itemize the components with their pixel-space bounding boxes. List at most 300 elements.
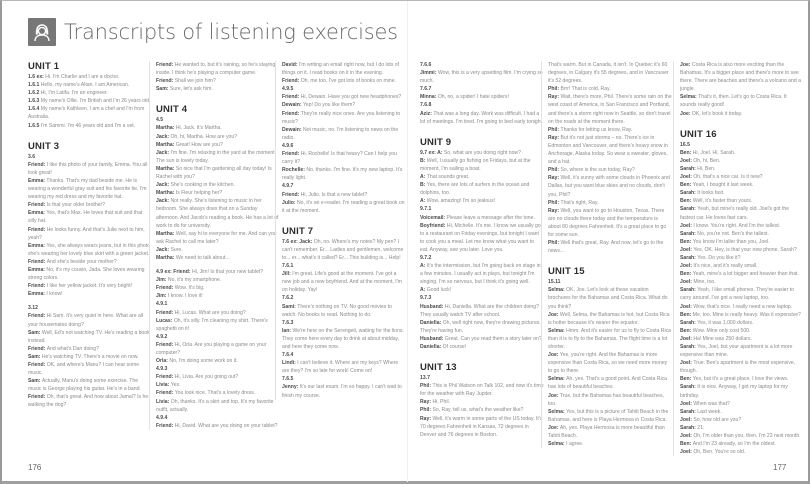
exercise-number: 7.6.6 (420, 62, 432, 68)
speaker-label: Joel: (680, 449, 694, 456)
speaker-label: Martha: (156, 125, 176, 132)
transcript-line (680, 343, 804, 359)
speaker-label: Emma: (28, 242, 47, 249)
transcript-column-5 (541, 61, 672, 448)
speaker-label: Friend: (28, 394, 47, 401)
transcript-line (548, 239, 672, 255)
dialogue-text: Yes, but this is a picture of Tahiti Beach in the Bahamas, and here is Playa Hermosa in Costa Rica. (548, 408, 669, 423)
transcript-line (282, 150, 406, 166)
dialogue-text: Well, it's sunny with some clouds in Phoenix and Dallas, but you want blue skies and no clouds, don't you, Phil? (548, 175, 670, 198)
dialogue-text: I like her yellow jacket. It's very bright! (46, 283, 133, 290)
exercise-number: 7.6.4 (282, 352, 294, 359)
transcript-line (156, 197, 280, 229)
speaker-label: Joe: (548, 392, 560, 399)
dialogue-text: I agree. (566, 441, 584, 448)
dialogue-text: That sounds great. (426, 174, 470, 181)
transcript-line (548, 392, 672, 408)
dialogue-text: My name's Kathleen. I am a chef and I'm from Australia. (28, 106, 145, 121)
speaker-label: Rochelle: (282, 167, 307, 174)
speaker-label: A: (420, 198, 427, 205)
speaker-label: Joel: (680, 433, 694, 440)
dialogue-text: Thanks for letting us know, Ray. (560, 126, 633, 133)
speaker-label: Selma: (548, 327, 567, 334)
dialogue-text: Not music, no. I'm listening to news on the radio. (282, 126, 399, 141)
dialogue-text: Yes, you're right. And the Bahamas is more expensive than Costa Rica, so we need more money to go to there. (548, 352, 668, 375)
speaker-label: Sarah: (680, 190, 698, 197)
transcript-line (548, 166, 672, 174)
speaker-label: Joel: (680, 400, 694, 407)
dialogue-text: And I'm 23 already, so I'm the oldest. (692, 441, 776, 448)
dialogue-text: Hi, Orla. Are you playing a game on your computer? (156, 341, 267, 356)
speaker-label: Jenny: (282, 384, 300, 391)
dialogue-text: Oh, that's a nice car. Is it new? (693, 174, 763, 181)
dialogue-text: Ah, yes. That's a good point. And Costa Rica has lots of beautiful beaches. (548, 376, 667, 391)
transcript-line (28, 209, 152, 225)
dialogue-text: You know I'm taller than you, Joel. (692, 238, 770, 245)
exercise-number: 4.9.1 (156, 301, 168, 308)
transcript-line (548, 199, 672, 207)
dialogue-text: Of course! (442, 344, 467, 350)
speaker-label: Emma: (28, 291, 47, 298)
exercise-number: 4.9.6 (282, 142, 294, 149)
transcript-line (156, 77, 280, 85)
transcript-line (420, 415, 544, 439)
unit-heading: UNIT 4 (156, 104, 188, 116)
transcript-line (680, 359, 804, 375)
transcript-line (680, 205, 804, 221)
dialogue-text: No, thanks. I'm fine. It's my new laptop. It's really light. (282, 167, 403, 182)
speaker-label: Friend: (156, 422, 175, 429)
dialogue-text: Hmm. And it's easier for us to fly to Costa Rica than it is to fly to the Bahamas. The flight time is a lot shorter. (548, 327, 671, 350)
transcript-line (282, 61, 406, 77)
dialogue-text: Yes, there are lots of surfers in the ocean and dolphins, too. (420, 182, 530, 197)
transcript-line (680, 222, 804, 230)
dialogue-text: Hi, Daniella. What are the children doing? They usually watch TV after school. (420, 303, 539, 318)
unit-heading: UNIT 1 (28, 61, 60, 72)
speaker-label: Boyfriend: (420, 222, 447, 229)
transcript-line (156, 141, 280, 149)
dialogue-text: Yeah, but mine's really old. Joel's got the fastest car. He loves fast cars. (680, 206, 790, 221)
dialogue-text: Yeah, I like small phones. They're easier to carry around. I've got a new laptop, too. (680, 287, 794, 302)
transcript-column-1 (28, 61, 152, 410)
speaker-label: Joel: (680, 335, 694, 342)
dialogue-text: Hi, Phil. (432, 399, 451, 406)
dialogue-text: Great! How are you? (175, 141, 223, 148)
transcript-line (156, 85, 280, 93)
dialogue-text: No, it's my smartphone. (167, 277, 222, 284)
speaker-label: Sarah: (680, 319, 698, 326)
speaker-label: Ben: (680, 182, 693, 189)
dialogue-text: Hello, my name's Altan. I am American. (40, 82, 130, 89)
transcript-line (156, 389, 280, 397)
dialogue-text: Well, Ed's not watching TV. He's reading a book instead. (28, 329, 150, 344)
dialogue-text: Oh, thanks. It's a skirt and top. It's my favorite outfit, actually. (156, 398, 274, 413)
dialogue-text: Oh, that's great. And how about Jamal? Is he walking the dog? (28, 394, 149, 409)
transcript-line (680, 319, 804, 327)
speaker-label: Selma: (680, 94, 699, 101)
dialogue-text: We're here on the Serengeti, waiting for the lions. They come here every day to drink at about midday, and here they come now. (282, 327, 404, 350)
speaker-label: Ray: (548, 175, 561, 182)
dialogue-text: Brrr! That is cold, Ray. (560, 86, 611, 93)
transcript-line (680, 238, 804, 246)
dialogue-text: So, Ray, tell us, what's the weather like? (432, 407, 524, 414)
dialogue-text: No, you're not. Ben's the tallest. (697, 230, 769, 237)
dialogue-text: Oh, Ben. You're so old. (693, 449, 746, 456)
dialogue-text: Wait, there's more, Phil. There's some rain on the west coast of America, in San Francisco and Portland, and there's a storm right now in Seattle, so don't travel on the roads at the moment there. (548, 94, 672, 125)
speaker-label: Emma: (28, 266, 47, 273)
speaker-label: Sami: (282, 303, 298, 310)
exercise-number: 1.6.1 (28, 82, 41, 89)
speaker-label: Jack: (156, 246, 171, 253)
dialogue-text: So nice that I'm gardening all day today! Is Rachel with you? (156, 165, 272, 181)
dialogue-text: I know. You're right. And I'm the tallest. (693, 222, 781, 229)
transcript-line (680, 327, 804, 335)
speaker-label: Dewain: (282, 126, 303, 133)
transcript-line (282, 270, 406, 294)
transcript-line (28, 161, 152, 177)
transcript-line (548, 61, 672, 85)
speaker-label: Friend: (28, 202, 47, 209)
exercise-number: 15.11 (548, 279, 561, 286)
dialogue-text: We need to talk about... (175, 254, 230, 261)
dialogue-text: I like this photo of your family, Emma. You all look great! (28, 161, 148, 176)
dialogue-text: That was a long day. Work was difficult. I had a lot of meetings. I'm tired. I'm going to bed early tonight. (420, 110, 544, 125)
speaker-label: Joel: (680, 246, 694, 253)
transcript-line (680, 157, 804, 165)
unit-heading: UNIT 3 (28, 140, 60, 152)
speaker-label: Jack: (156, 198, 171, 205)
exercise-number: 4.5 (156, 117, 164, 124)
dialogue-text: When was that? (693, 400, 730, 407)
transcript-line (420, 197, 544, 205)
speaker-label: Joe: (548, 352, 560, 359)
dialogue-text: It is nice. Anyway, I got my laptop for my birthday. (680, 384, 788, 399)
speaker-label: Ray: (548, 134, 561, 141)
dialogue-text: Yes, it was 1,000 dollars. (697, 319, 754, 326)
dialogue-text: Sure. (170, 246, 183, 253)
dialogue-text: Hi, Joel. Hi, Sarah. (692, 149, 736, 156)
transcript-line (548, 207, 672, 239)
exercise-number: 3.12 (28, 305, 38, 312)
transcript-line (548, 375, 672, 391)
dialogue-text: Hi, Jack. It's Martha. (175, 125, 222, 132)
speaker-label: Sarah: (680, 254, 698, 261)
dialogue-text: Yeah, I bought it last week. (692, 182, 754, 189)
transcript-line (420, 149, 544, 157)
speaker-label: Joe: (548, 311, 560, 318)
dialogue-text: OK, Joe. Let's look at these vacation brochures for the Bahamas and Costa Rica. What do you think? (548, 287, 668, 310)
dialogue-text: Hi, Michelle. It's me. I know we usually go to a restaurant on Friday evenings, but tonight I want to cook you a meal. Let me know what you want to eat. Anyway, see you later. Love you. (420, 222, 541, 253)
transcript-line (156, 268, 280, 276)
dialogue-text: Mine, too. (693, 279, 716, 286)
transcript-line (420, 262, 544, 286)
transcript-line (680, 440, 804, 448)
page-title: Transcripts of listening exercises (64, 20, 398, 44)
speaker-label: Joel: (680, 279, 694, 286)
transcript-line (282, 126, 406, 142)
speaker-label: Julio: (282, 199, 297, 206)
speaker-label: Martha: (156, 141, 176, 148)
transcript-line (156, 61, 280, 77)
dialogue-text: Hi, Rochelle! Is that heavy? Can I help you carry it? (282, 151, 397, 166)
transcript-line (548, 85, 672, 93)
dialogue-text: Oh, hi, Ben. (693, 157, 721, 164)
speaker-label: Friend: (156, 341, 175, 348)
exercise-number: 4.9.2 (156, 333, 168, 340)
dialogue-text: Hi, I'm Latifa. I'm an engineer. (40, 90, 108, 97)
dialogue-text: You look nice. That's a lovely dress. (174, 390, 256, 397)
transcript-line (680, 335, 804, 343)
dialogue-text: It looks fast. (697, 190, 725, 197)
exercise-number: 1.6 ex: (28, 74, 46, 80)
dialogue-text: So, what are you doing right now? (443, 149, 521, 156)
speaker-label: Friend: (173, 269, 192, 276)
transcript-line (680, 416, 804, 424)
transcript-line (420, 69, 544, 85)
transcript-line (680, 197, 804, 205)
speaker-label: Ray: (420, 415, 433, 422)
speaker-label: Sarah: (680, 287, 698, 294)
dialogue-text: No, it's an e-reader. I'm reading a great book on it at the moment. (282, 199, 405, 214)
transcript-line (420, 286, 544, 294)
speaker-label: Friend: (282, 151, 301, 158)
transcript-line (28, 177, 152, 201)
transcript-line (680, 246, 804, 254)
transcript-line (156, 357, 280, 365)
transcript-line (420, 181, 544, 197)
dialogue-text: Wow, this is a very upsetting film. I'm crying so much. (420, 70, 543, 85)
exercise-number: 1.6.3 (28, 98, 41, 105)
dialogue-text: Actually, Manu's doing some exercise. The music is George playing his guitar. He's in a band. (28, 378, 141, 393)
transcript-line (420, 406, 544, 414)
dialogue-text: No, I'm doing some work on it. (169, 358, 238, 365)
dialogue-text: It's our last exam. I'm so happy. I can't wait to finish my course. (282, 384, 402, 399)
speaker-label: Joel: (680, 222, 694, 229)
dialogue-text: It's nice, and it's really small. (693, 263, 758, 270)
transcript-line (156, 422, 280, 430)
speaker-label: Phil: (548, 86, 561, 93)
transcript-line (680, 270, 804, 278)
transcript-column-4 (420, 61, 544, 439)
dialogue-text: Yes. Do you like it? (697, 254, 741, 261)
page-header (28, 17, 398, 47)
dialogue-text: Oh, well right now, they're drawing pictures. They're having fun. (420, 319, 541, 334)
dialogue-text: Yes, but it's a great place. I love the views. (692, 376, 789, 383)
speaker-label: Daniella: (420, 344, 443, 350)
transcript-line (680, 408, 804, 416)
dialogue-text: Hi, Ben. (697, 165, 716, 172)
transcript-line (282, 383, 406, 399)
speaker-label: Friend: (156, 62, 175, 68)
transcript-line (28, 361, 152, 377)
speaker-label: Sam: (28, 378, 42, 385)
speaker-label: Jim: (156, 277, 168, 284)
speaker-label: Voicemail: (420, 214, 447, 221)
speaker-label: Selma: (548, 408, 567, 415)
dialogue-text: He's watching TV. There's a movie on now. (41, 353, 139, 360)
dialogue-text: Please leave a message after the tone. (446, 214, 535, 221)
dialogue-text: Yep! Do you like them? (302, 102, 356, 109)
exercise-number: 16.5 (680, 141, 690, 148)
dialogue-text: Hi, Julio. Is that a new tablet? (300, 191, 368, 198)
speaker-label: Joel: (680, 303, 694, 310)
speaker-label: Ray: (548, 94, 561, 101)
transcript-column-3 (275, 61, 406, 400)
dialogue-text: He wanted to, but it's raining, so he's staying inside. I think he's playing a computer game. (156, 62, 276, 77)
transcript-line (156, 341, 280, 357)
speaker-label: Martha: (156, 190, 176, 197)
transcript-line (28, 282, 152, 290)
dialogue-text: Great. Can you read them a story later on? (444, 335, 542, 342)
transcript-line (420, 110, 544, 126)
speaker-label: Joel: (680, 263, 694, 270)
transcript-line (680, 93, 804, 109)
dialogue-text: Oh, it's silly. I'm cleaning my shirt. There's spaghetti on it! (156, 317, 268, 332)
dialogue-text: Hi, Lucas. What are you doing? (174, 309, 246, 316)
speaker-label: Sarah: (680, 424, 698, 431)
speaker-label: Phil: (548, 126, 561, 133)
transcript-line (282, 327, 406, 351)
transcript-line (282, 93, 406, 101)
dialogue-text: That's right, Ray. (560, 199, 599, 206)
transcript-line (420, 157, 544, 173)
dialogue-text: Thanks. That's my dad beside me. He is wearing a wonderful gray suit and his favorite tie. I'm wearing my red dress and my favorite hat. (28, 177, 147, 201)
speaker-label: Emma: (28, 177, 47, 184)
speaker-label: Jack: (156, 149, 171, 156)
dialogue-text: Hi. I'm Charlie and I am a doctor. (45, 74, 120, 80)
transcript-line (28, 329, 152, 345)
person-headphones-icon (28, 18, 56, 46)
transcript-line (420, 382, 544, 398)
dialogue-text: That's warm. But in Canada, it isn't. In Quebec it's 60 degrees, in Calgary it's 55 degrees, and in Vancouver it's 52 degrees. (548, 62, 669, 85)
dialogue-text: Well, it's warm in some parts of the US today. It's 70 degrees Fahrenheit in Kansas, 72 degrees in Denver and 76 degrees in Boston. (420, 415, 543, 438)
speaker-label: Husband: (420, 335, 445, 342)
dialogue-text: Is Fleur helping her? (175, 190, 223, 197)
transcript-line (156, 246, 280, 254)
transcript-line (282, 110, 406, 126)
speaker-label: Phil: (420, 383, 433, 390)
speaker-label: Friend: (282, 78, 301, 85)
speaker-label: Martha: (156, 230, 176, 237)
speaker-label: Friend: (28, 283, 47, 290)
exercise-number: 9.7 ex: (420, 149, 438, 156)
speaker-label: Sarah: (680, 344, 698, 350)
speaker-label: Phil: (548, 167, 561, 174)
speaker-label: Husband: (420, 303, 445, 310)
dialogue-text: Shall we join him? (174, 78, 216, 85)
exercise-number: 13.7 (420, 375, 430, 382)
speaker-label: Selma: (548, 441, 567, 448)
exercise-number: 7.6.7 (420, 86, 432, 93)
page-number-left: 176 (28, 463, 42, 472)
dialogue-text: Oh, I'm older than you, then. I'm 22 next month. (693, 433, 801, 440)
transcript-line (680, 230, 804, 238)
speaker-label: Friend: (156, 78, 175, 85)
transcript-line (548, 327, 672, 351)
dialogue-text: And she's beside your mother? (46, 258, 117, 265)
transcript-line (680, 254, 804, 262)
dialogue-text: Well that's great, Ray. And now, let's go to the news... (548, 240, 664, 255)
exercise-number: 3.6 (28, 153, 36, 160)
unit-heading: UNIT 13 (420, 362, 457, 374)
exercise-number: 7.6.1 (282, 263, 294, 270)
dialogue-text: It's the intermission, but I'm going back on stage in a few minutes. I usually act in plays, but tonight I'm singing. I'm so nervous, but I think it's going well. (420, 263, 541, 286)
speaker-label: Friend: (282, 94, 301, 101)
dialogue-text: So, where is the sun today, Ray? (560, 167, 635, 174)
transcript-line (156, 373, 280, 381)
transcript-line (28, 266, 152, 282)
speaker-label: Selma: (548, 376, 567, 383)
dialogue-text: There's nothing on TV. No good movies to watch. No books to read. Nothing to do. (282, 303, 392, 318)
transcript-line (282, 238, 406, 262)
dialogue-text: Ha! Mine was 250 dollars. (693, 335, 752, 342)
transcript-line (156, 292, 280, 300)
speaker-label: Friend: (28, 313, 47, 320)
speaker-label: B: (420, 182, 427, 189)
transcript-line (548, 424, 672, 440)
speaker-label: Sam: (28, 353, 42, 360)
speaker-label: Jack: (299, 238, 314, 245)
speaker-label: Friend: (156, 390, 175, 397)
speaker-label: A: (437, 149, 444, 156)
transcript-line (680, 278, 804, 286)
transcript-line (282, 101, 406, 109)
dialogue-text: Wow, amazing! I'm so jealous! (426, 198, 496, 205)
dialogue-text: Oh, no, a spider! I hate spiders! (437, 94, 509, 101)
unit-heading: UNIT 16 (680, 128, 717, 140)
transcript-line (28, 345, 152, 353)
dialogue-text: Well, it's faster than yours. (692, 198, 753, 205)
transcript-line (420, 222, 544, 254)
speaker-label: Joel: (680, 174, 694, 181)
transcript-line (156, 149, 280, 165)
transcript-line (28, 258, 152, 266)
transcript-line (282, 303, 406, 319)
speaker-label: Lindi: (282, 360, 298, 367)
speaker-label: Aziz: (420, 110, 434, 117)
exercise-number: 7.6.2 (282, 295, 294, 302)
dialogue-text: Hi, Jim! Is that your new tablet? (191, 269, 264, 276)
speaker-label: Dewain: (282, 102, 303, 109)
speaker-label: Joe: (680, 110, 692, 117)
speaker-label: Friend: (28, 362, 47, 368)
speaker-label: Joe: (680, 62, 692, 68)
transcript-line (156, 181, 280, 189)
transcript-line (548, 286, 672, 310)
speaker-label: Lucas: (156, 317, 174, 324)
dialogue-text: Yes, she always wears jeans, but in this photo she's wearing her lovely blue skirt with a green jacket. (28, 242, 151, 257)
transcript-line (28, 73, 152, 81)
transcript-line (156, 165, 280, 181)
speaker-label: Joe: (548, 424, 560, 431)
dialogue-text: Well, I usually go fishing on Fridays, but at the moment, I'm sailing a boat. (420, 157, 531, 172)
transcript-line (680, 303, 804, 311)
dialogue-text: True, but the Bahamas has beautiful beaches, too. (548, 392, 664, 407)
dialogue-text: Well, you want to go to Houston, Texas. There are no clouds there today and the temperature is about 80 degrees Fahrenheit. It's a great place to go for some sun. (548, 207, 667, 238)
dialogue-text: Me, too. Mine is really heavy. Was it expensive? (692, 311, 801, 318)
speaker-label: Friend: (282, 191, 301, 198)
transcript-line (156, 254, 280, 262)
transcript-column-2 (149, 61, 280, 430)
exercise-number: 4.9 ex: (156, 269, 174, 276)
transcript-line (156, 284, 280, 292)
dialogue-text: Yes, Joel, but your apartment is a lot more expensive than mine. (680, 344, 793, 359)
speaker-label: B: (420, 157, 427, 164)
dialogue-text: Costa Rica is also more exciting than the Bahamas. It's a bigger place and there's more to see there. There are beaches and there's a volcano and a jungle. (680, 62, 801, 93)
transcript-line (680, 383, 804, 399)
speaker-label: Livia: (156, 382, 171, 389)
speaker-label: Ben: (680, 441, 693, 448)
